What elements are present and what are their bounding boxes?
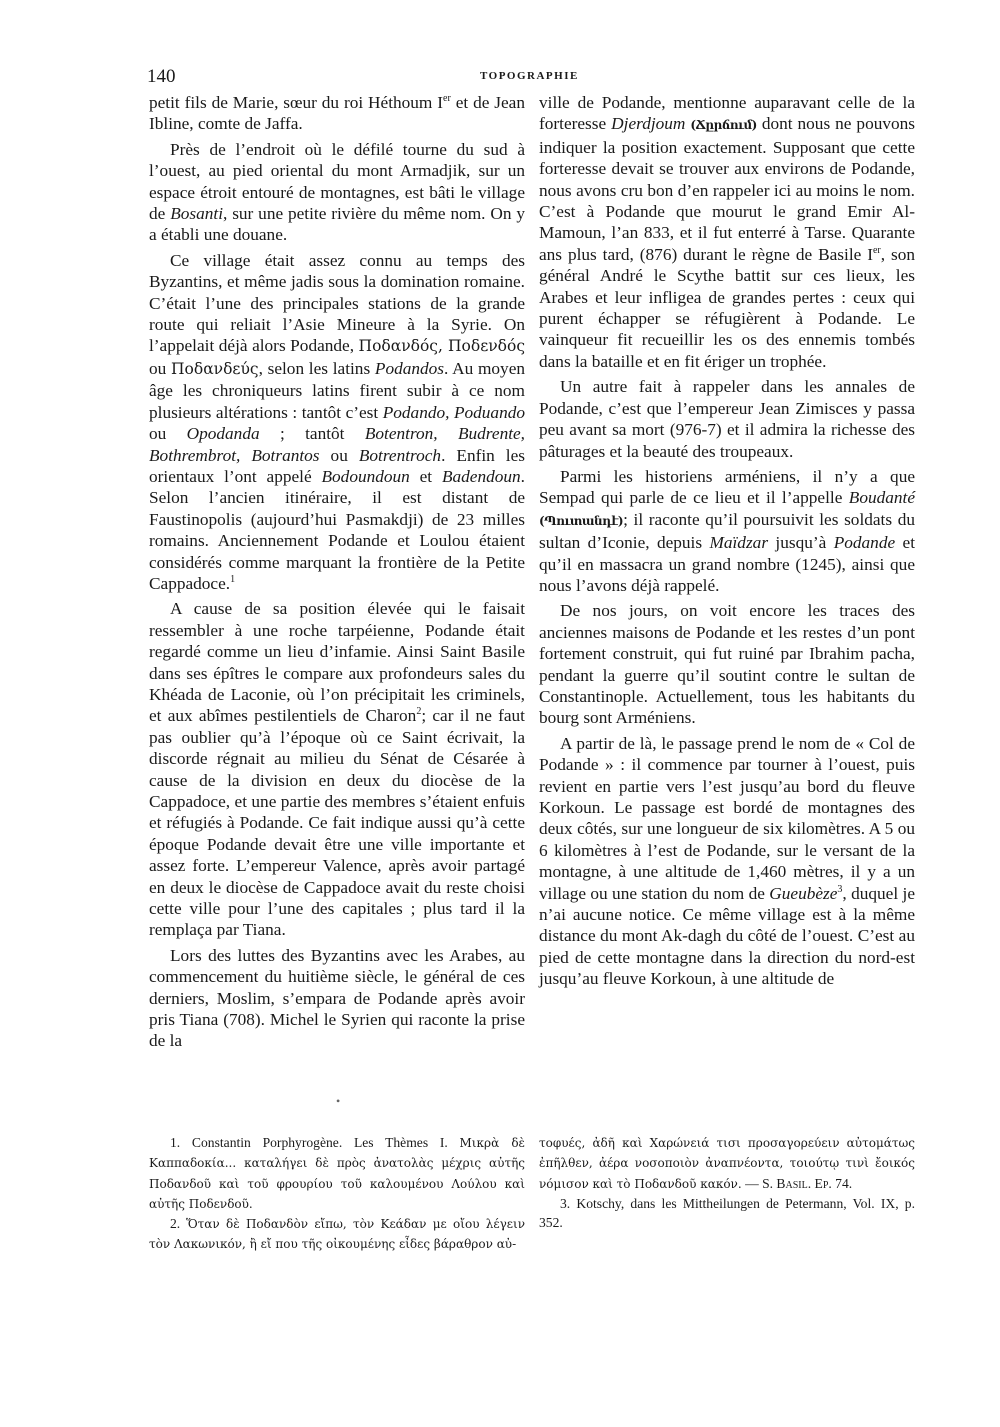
footnotes-right	[539, 1133, 915, 1232]
footnote-ref: 2	[416, 706, 422, 718]
running-head: TOPOGRAPHIE	[480, 70, 579, 82]
right-column	[539, 92, 915, 990]
footnote: 3. Kotschy, dans les Mittheilungen de Petermann, Vol. IX, p. 352.	[539, 1195, 915, 1231]
paragraph: Un autre fait à rappeler dans les annales de Podande, c’est que l’empereur Jean Zimisces y passa peu avant sa mort (976-7) et il admira la richesse des pâturages et la beauté des troupeaux.	[539, 377, 915, 461]
paragraph: Parmi les historiens arméniens, il n’y a que Sempad qui parle de ce lieu et il l’appelle Boudanté (Պուտանդէ); il raconte qu’il poursuivit les soldats du sultan d’Iconie, depuis Maïdzar jusqu’à Podande et qu’il en massacra un grand nombre (1245), ainsi que nous l’avons déjà rappelé.	[539, 466, 916, 595]
footnote-ref: 3	[837, 883, 843, 895]
footnote: τοφυές, ἀδῆ καὶ Χαρώνειά τισι προσαγορεύειν αὐτομάτως ἐπῆλθεν, ἀέρα νοσοποιὸν ἀναπνέοντα, τοιούτῳ τινὶ ἔοικός νόμισον καὶ τὸ Ποδανδοῦ κακόν. — S. Basil. Ep. 74.	[539, 1136, 915, 1191]
paragraph: A partir de là, le passage prend le nom de « Col de Podande » : il commence par tourner à l’ouest, puis revient en partie vers l’est jusqu’au bord du fleuve Korkoun. Le passage est bordé de montagnes des deux côtés, sur une longueur de six kilomètres. A 5 ou 6 kilomètres à l’est de Podande, sur le versant de la montagne, à une altitude de 1,460 mètres, il y a un village ou une station du nom de Gueubèze$^3$, duquel je n’ai aucune notice. Ce même village est à la même distance du mont Ak-dagh du côté de l’ouest. C’est au pied de cette montagne dans la direction du nord-est jusqu’au fleuve Korkoun, à une altitude de	[539, 733, 915, 989]
footnote: 2. Ὅταν δὲ Ποδανδὸν εἴπω, τὸν Κεάδαν με οἴου λέγειν τὸν Λακωνικόν, ἢ εἴ που τῆς οἰκουμένης εἶδες βάραθρον αὐ-	[149, 1216, 526, 1252]
footnote-ref: 1	[230, 574, 236, 586]
footnote: 1. Constantin Porphyrogène. Les Thèmes I. Μικρὰ δὲ Καππαδοκία... καταλήγει δὲ πρὸς ἀνατολὰς μέχρις αὐτῆς Ποδανδοῦ καὶ τοῦ φρουρίου τοῦ καλουμένου Λούλου καὶ αὐτῆς Ποδενδοῦ.	[149, 1135, 525, 1211]
left-column	[149, 92, 525, 1052]
paragraph: ville de Podande, mentionne auparavant celle de la forteresse Djerdjoum (Ճըրճում) dont nous ne pouvons indiquer la position exactement. Supposant que cette forteresse devait se trouver aux environs de Podande, nous avons cru bon d’en rappeler ici au moins le nom. C’est à Podande que mourut le grand Emir Al-Mamoun, l’an 833, et il fut enterré à Tarse. Quarante ans plus tard, (876) durant le règne de Basile Ier, son général André le Scythe battit sur ces lieux, les Arabes et leur infligea de grandes pertes : ceux qui purent échapper se réfugièrent à Podande. Le vainqueur fit recueillir les os des ennemis tombés dans la bataille et en fit ériger un trophée.	[539, 93, 915, 371]
page-number: 140	[147, 66, 176, 87]
paragraph: Lors des luttes des Byzantins avec les Arabes, au commencement du huitième siècle, le général de ces derniers, Moslim, s’empara de Podande après avoir pris Tiana (708). Michel le Syrien qui raconte la prise de la	[149, 945, 525, 1051]
paragraph: A cause de sa position élevée qui le faisait ressembler à une roche tarpéienne, Podande était regardé comme un lieu d’infamie. Ainsi Saint Basile dans ses épîtres le compare aux profondeurs sales du Khéada de Laconie, où l’on précipitait les criminels, et aux abîmes pestilentiels de Charon$^2$; car il ne faut pas oublier qu’à l’époque où ce Saint écrivait, la discorde régnait au milieu du Sénat de Césarée à cause de la division en deux du diocèse de la Cappadoce, et une partie des membres s’étaient enfuis et réfugiés à Podande. Ce fait indique aussi qu’à cette époque Podande devait être une ville importante et assez forte. L’empereur Valence, après avoir partagé en deux le diocèse de Cappadoce avait du reste choisi cette ville pour l’une des capitales ; plus tard il la remplaça par Tiana.	[149, 599, 525, 940]
paragraph: De nos jours, on voit encore les traces des anciennes maisons de Podande et les restes d’un pont fortement construit, qui fut ruiné par Ibrahim pacha, pendant la guerre qu’il soutint contre le sultan de Constantinople. Actuellement, tous les habitants du bourg sont Arméniens.	[539, 601, 915, 728]
footnotes-left	[149, 1133, 525, 1255]
paragraph: Près de l’endroit où le défilé tourne du sud à l’ouest, au pied oriental du mont Armadjik, sur un espace étroit entouré de montagnes, est bâti le village de Bosanti, sur une petite rivière du même nom. On y a établi une douane.	[149, 139, 525, 245]
ornament-dot: •	[336, 1094, 341, 1108]
paragraph: petit fils de Marie, sœur du roi Héthoum Ier et de Jean Ibline, comte de Jaffa.	[149, 93, 525, 134]
paragraph: Ce village était assez connu au temps des Byzantins, et même jadis sous la domination romaine. C’était l’une des principales stations de la grande route qui reliait l’Asie Mineure à la Syrie. On l’appelait déjà alors Podande, Ποδανδός, Ποδενδός ou Ποδανδεύς, selon les latins Podandos. Au moyen âge les chroniqueurs latins firent subir à ce nom plusieurs altérations : tantôt c’est Podando, Poduando ou Opodanda ; tantôt Botentron, Budrente, Bothrembrot, Botrantos ou Botrentroch. Enfin les orientaux l’ont appelé Bodoundoun et Badendoun. Selon l’ancien itinéraire, il est distant de Faustinopolis (aujourd’hui Pasmakdji) de 23 milles romains. Anciennement Podande et Loulou étaient considérés comme marquant la frontière de la Petite Cappadoce.$^1$	[149, 250, 526, 593]
